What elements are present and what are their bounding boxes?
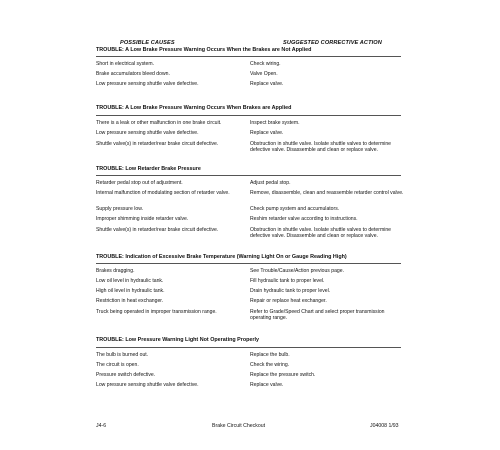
action-text: Replace the pressure switch. [250,372,316,378]
cause-text: Brake accumulators bleed down. [96,71,170,77]
action-text: Remove, disassemble, clean and reassemble retarder control valve. [250,190,404,196]
cause-text: Shuttle valve(s) in retarder/rear brake circuit defective. [96,141,219,147]
section-title: TROUBLE: Low Pressure Warning Light Not Operating Properly [96,337,260,343]
section-divider [96,115,401,116]
cause-text: Internal malfunction of modulating section of retarder valve. [96,190,230,196]
cause-text: High oil level in hydraulic tank. [96,288,165,294]
cause-text: Retarder pedal stop out of adjustment. [96,180,183,186]
action-text: Obstruction in shuttle valve. Isolate shuttle valves to determine defective valve. Disassemble and clean or replace valve. [250,141,391,154]
cause-text: Pressure switch defective. [96,372,156,378]
action-text: Fill hydraulic tank to proper level. [250,278,325,284]
section-divider [96,263,401,264]
section-divider [96,347,401,348]
corrective-action-header: SUGGESTED CORRECTIVE ACTION [283,40,382,46]
cause-text: There is a leak or other malfunction in one brake circuit. [96,120,222,126]
action-text: Drain hydraulic tank to proper level. [250,288,331,294]
cause-text: Restriction in heat exchanger. [96,298,164,304]
section-title: TROUBLE: Low Retarder Brake Pressure [96,166,201,172]
action-text: Inspect brake system. [250,120,300,126]
section-divider [96,175,401,176]
page-number: J4-6 [96,423,107,429]
section-divider [96,56,401,57]
action-text: Refer to Grade/Speed Chart and select proper transmission operating range. [250,309,385,322]
action-text: Replace valve. [250,382,284,388]
cause-text: The circuit is open. [96,362,139,368]
footer-title: Brake Circuit Checkout [212,423,266,429]
section-title: TROUBLE: A Low Brake Pressure Warning Occurs When Brakes are Applied [96,105,292,111]
cause-text: The bulb is burned out. [96,352,149,358]
action-text: Replace valve. [250,81,284,87]
action-text: Adjust pedal stop. [250,180,291,186]
action-text: Valve Open. [250,71,278,77]
cause-text: Low pressure sensing shuttle valve defective. [96,81,199,87]
cause-text: Brakes dragging. [96,268,135,274]
cause-text: Short in electrical system. [96,61,155,67]
action-text: Repair or replace heat exchanger. [250,298,327,304]
action-text: Check pump system and accumulators. [250,206,340,212]
cause-text: Improper shimming inside retarder valve. [96,216,189,222]
section-title: TROUBLE: Indication of Excessive Brake Temperature (Warning Light On or Gauge Reading High) [96,254,347,260]
cause-text: Low oil level in hydraulic tank. [96,278,164,284]
cause-text: Shuttle valve(s) in retarder/rear brake circuit defective. [96,227,219,233]
action-text: Replace the bulb. [250,352,290,358]
section-title: TROUBLE: A Low Brake Pressure Warning Occurs When the Brakes are Not Applied [96,47,312,53]
cause-text: Low pressure sensing shuttle valve defective. [96,382,199,388]
document-code: J04008 1/93 [370,423,399,429]
action-text: Replace valve. [250,130,284,136]
action-text: See Trouble/Cause/Action previous page. [250,268,345,274]
action-text: Check the wiring. [250,362,290,368]
cause-text: Supply pressure low. [96,206,143,212]
cause-text: Truck being operated in improper transmission range. [96,309,217,315]
possible-causes-header: POSSIBLE CAUSES [120,40,175,46]
action-text: Check wiring. [250,61,281,67]
action-text: Obstruction in shuttle valve. Isolate shuttle valves to determine defective valve. Disassemble and clean or replace valve. [250,227,391,240]
action-text: Reshim retarder valve according to instructions. [250,216,358,222]
cause-text: Low pressure sensing shuttle valve defective. [96,130,199,136]
